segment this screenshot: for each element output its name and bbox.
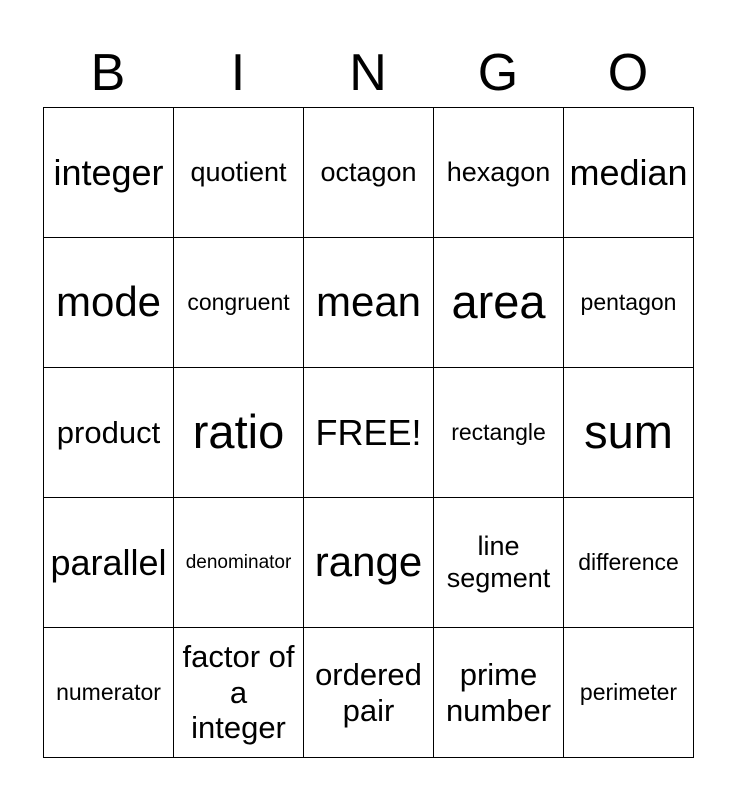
- bingo-board: [43, 107, 694, 758]
- header-letter-o: O: [607, 44, 649, 102]
- bingo-cell-r4c2[interactable]: [174, 498, 304, 628]
- cell-label: ordered pair: [315, 656, 422, 728]
- bingo-header: [43, 40, 693, 106]
- cell-label: mean: [315, 278, 422, 326]
- bingo-cell-r3c1[interactable]: [44, 368, 174, 498]
- bingo-cell-r1c2[interactable]: [174, 108, 304, 238]
- cell-label: median: [569, 151, 688, 193]
- bingo-cell-r4c5[interactable]: [564, 498, 694, 628]
- header-letter-n: N: [349, 44, 387, 102]
- header-letter-b: B: [90, 44, 126, 102]
- cell-label: difference: [578, 549, 679, 576]
- bingo-cell-r2c3[interactable]: [304, 238, 434, 368]
- bingo-cell-r4c4[interactable]: [434, 498, 564, 628]
- cell-label: numerator: [56, 679, 161, 706]
- bingo-cell-r5c1[interactable]: [44, 628, 174, 758]
- bingo-cell-r3c3[interactable]: [304, 368, 434, 498]
- cell-label: range: [314, 538, 423, 586]
- cell-label: mode: [55, 278, 162, 326]
- cell-label: hexagon: [446, 156, 551, 187]
- bingo-cell-r2c4[interactable]: [434, 238, 564, 368]
- bingo-cell-r3c2[interactable]: [174, 368, 304, 498]
- bingo-cell-r3c5[interactable]: [564, 368, 694, 498]
- cell-label: congruent: [187, 289, 290, 316]
- cell-label: prime number: [445, 656, 552, 728]
- bingo-cell-r2c2[interactable]: [174, 238, 304, 368]
- bingo-cell-r5c4[interactable]: [434, 628, 564, 758]
- cell-label: octagon: [320, 156, 417, 187]
- bingo-cell-r2c5[interactable]: [564, 238, 694, 368]
- cell-label: product: [56, 414, 161, 450]
- header-letter-i: I: [230, 44, 246, 102]
- bingo-cell-r5c3[interactable]: [304, 628, 434, 758]
- cell-label: rectangle: [451, 419, 546, 446]
- bingo-cell-r1c3[interactable]: [304, 108, 434, 238]
- cell-label: sum: [584, 405, 673, 459]
- bingo-cell-r2c1[interactable]: [44, 238, 174, 368]
- bingo-cell-r1c4[interactable]: [434, 108, 564, 238]
- bingo-cell-r4c1[interactable]: [44, 498, 174, 628]
- cell-label: ratio: [192, 405, 285, 459]
- bingo-cell-r1c5[interactable]: [564, 108, 694, 238]
- cell-label: parallel: [50, 541, 167, 583]
- bingo-cell-r4c3[interactable]: [304, 498, 434, 628]
- cell-label: area: [451, 275, 546, 329]
- cell-label: perimeter: [579, 679, 678, 706]
- cell-label: denominator: [185, 551, 292, 573]
- cell-label: quotient: [190, 156, 287, 187]
- cell-label: factor of a integer: [182, 639, 295, 746]
- bingo-cell-r5c2[interactable]: [174, 628, 304, 758]
- bingo-cell-r5c5[interactable]: [564, 628, 694, 758]
- cell-label: integer: [53, 151, 164, 193]
- cell-label: FREE!: [315, 411, 422, 453]
- bingo-cell-r1c1[interactable]: [44, 108, 174, 238]
- bingo-cell-r3c4[interactable]: [434, 368, 564, 498]
- header-letter-g: G: [477, 44, 519, 102]
- cell-label: pentagon: [580, 289, 677, 316]
- cell-label: line segment: [446, 531, 551, 593]
